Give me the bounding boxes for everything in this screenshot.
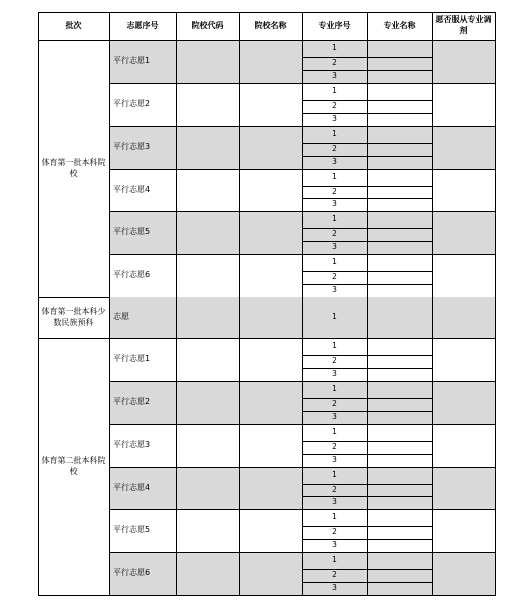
major-number: 2 (332, 58, 337, 68)
volunteer-label: 平行志愿2 (113, 397, 151, 407)
adjust-cell[interactable] (432, 83, 495, 126)
school-code-cell[interactable] (176, 509, 239, 552)
volunteer-label: 平行志愿6 (113, 270, 151, 280)
adjust-cell[interactable] (432, 297, 495, 338)
major-name-cell[interactable] (367, 496, 432, 509)
major-name-cell[interactable] (367, 254, 432, 271)
adjust-cell[interactable] (432, 381, 495, 424)
school-code-cell[interactable] (176, 424, 239, 467)
major-number: 3 (332, 242, 337, 252)
school-code-cell[interactable] (176, 169, 239, 211)
volunteer-label: 平行志愿1 (113, 354, 151, 364)
major-name-cell[interactable] (367, 156, 432, 169)
major-name-cell[interactable] (367, 424, 432, 441)
major-number: 2 (332, 356, 337, 366)
adjust-cell[interactable] (432, 509, 495, 552)
volunteer-label: 平行志愿4 (113, 482, 151, 492)
major-name-cell[interactable] (367, 509, 432, 526)
adjust-cell[interactable] (432, 126, 495, 169)
major-number: 1 (332, 172, 337, 182)
major-name-cell[interactable] (367, 368, 432, 381)
school-code-cell[interactable] (176, 297, 239, 338)
major-number: 2 (332, 484, 337, 494)
adjust-cell[interactable] (432, 552, 495, 595)
school-name-cell[interactable] (239, 509, 302, 552)
header-code: 院校代码 (191, 20, 224, 30)
grid-line (367, 12, 368, 596)
adjust-cell[interactable] (432, 211, 495, 254)
major-name-cell[interactable] (367, 241, 432, 254)
major-number: 1 (332, 43, 337, 53)
major-name-cell[interactable] (367, 40, 432, 57)
grid-line (38, 12, 496, 13)
major-number: 3 (332, 412, 337, 422)
school-name-cell[interactable] (239, 40, 302, 83)
adjust-cell[interactable] (432, 467, 495, 509)
school-code-cell[interactable] (176, 254, 239, 297)
volunteer-label: 志愿 (113, 312, 129, 322)
batch-cell: 体育第一批本科院校 (41, 157, 106, 178)
major-number: 1 (332, 341, 337, 351)
volunteer-label: 平行志愿1 (113, 56, 151, 66)
major-number: 2 (332, 399, 337, 409)
header-adjust: 愿否服从专业调剂 (435, 15, 492, 35)
major-number: 3 (332, 497, 337, 507)
major-name-cell[interactable] (367, 126, 432, 143)
major-name-cell[interactable] (367, 484, 432, 496)
major-name-cell[interactable] (367, 271, 432, 284)
major-number: 2 (332, 229, 337, 239)
major-number: 3 (332, 71, 337, 81)
major-name-cell[interactable] (367, 228, 432, 241)
major-name-cell[interactable] (367, 113, 432, 126)
major-name-cell[interactable] (367, 186, 432, 198)
volunteer-label: 平行志愿6 (113, 568, 151, 578)
school-code-cell[interactable] (176, 552, 239, 595)
major-number: 2 (332, 272, 337, 282)
school-name-cell[interactable] (239, 126, 302, 169)
grid-line (239, 12, 240, 596)
volunteer-label: 平行志愿2 (113, 99, 151, 109)
school-code-cell[interactable] (176, 211, 239, 254)
volunteer-label: 平行志愿4 (113, 184, 151, 194)
major-name-cell[interactable] (367, 211, 432, 228)
school-code-cell[interactable] (176, 467, 239, 509)
major-number: 1 (332, 470, 337, 480)
major-number: 3 (332, 583, 337, 593)
grid-line (176, 12, 177, 596)
major-number: 1 (332, 427, 337, 437)
major-number: 3 (332, 540, 337, 550)
major-name-cell[interactable] (367, 143, 432, 156)
major-name-cell[interactable] (367, 582, 432, 595)
school-name-cell[interactable] (239, 83, 302, 126)
major-name-cell[interactable] (367, 441, 432, 454)
grid-line (38, 40, 496, 41)
major-number: 2 (332, 144, 337, 154)
volunteer-label: 平行志愿5 (113, 525, 151, 535)
major-number: 1 (332, 555, 337, 565)
major-number: 3 (332, 285, 337, 295)
major-name-cell[interactable] (367, 83, 432, 100)
major-name-cell[interactable] (367, 284, 432, 297)
major-number: 1 (332, 129, 337, 139)
header-batch: 批次 (65, 20, 82, 30)
major-name-cell[interactable] (367, 57, 432, 70)
major-name-cell[interactable] (367, 552, 432, 569)
major-number: 2 (332, 442, 337, 452)
major-name-cell[interactable] (367, 70, 432, 83)
school-name-cell[interactable] (239, 467, 302, 509)
adjust-cell[interactable] (432, 169, 495, 211)
major-number: 2 (332, 527, 337, 537)
adjust-cell[interactable] (432, 254, 495, 297)
major-name-cell[interactable] (367, 398, 432, 411)
school-name-cell[interactable] (239, 254, 302, 297)
major-name-cell[interactable] (367, 100, 432, 113)
header-major: 专业序号 (318, 20, 351, 30)
major-name-cell[interactable] (367, 355, 432, 368)
major-name-cell[interactable] (367, 198, 432, 211)
major-name-cell[interactable] (367, 454, 432, 467)
grid-line (302, 12, 303, 596)
major-name-cell[interactable] (367, 381, 432, 398)
adjust-cell[interactable] (432, 40, 495, 83)
school-name-cell[interactable] (239, 552, 302, 595)
major-number: 3 (332, 199, 337, 209)
grid-line (109, 12, 110, 596)
school-name-cell[interactable] (239, 381, 302, 424)
major-name-cell[interactable] (367, 526, 432, 539)
school-code-cell[interactable] (176, 40, 239, 83)
school-code-cell[interactable] (176, 381, 239, 424)
grid-line (432, 12, 433, 596)
grid-line (495, 12, 496, 596)
major-name-cell[interactable] (367, 411, 432, 424)
school-name-cell[interactable] (239, 211, 302, 254)
major-name-cell[interactable] (367, 539, 432, 552)
major-name-cell[interactable] (367, 169, 432, 186)
school-name-cell[interactable] (239, 338, 302, 381)
major-number: 2 (332, 101, 337, 111)
major-number: 1 (332, 312, 337, 322)
school-name-cell[interactable] (239, 297, 302, 338)
major-number: 2 (332, 570, 337, 580)
volunteer-label: 平行志愿5 (113, 227, 151, 237)
school-code-cell[interactable] (176, 126, 239, 169)
major-name-cell[interactable] (367, 297, 432, 338)
grid-line (38, 595, 496, 596)
major-number: 1 (332, 512, 337, 522)
school-code-cell[interactable] (176, 338, 239, 381)
header-major-name: 专业名称 (383, 20, 416, 30)
major-number: 1 (332, 257, 337, 267)
major-number: 3 (332, 114, 337, 124)
major-name-cell[interactable] (367, 569, 432, 582)
volunteer-label: 平行志愿3 (113, 142, 151, 152)
volunteer-label: 平行志愿3 (113, 440, 151, 450)
school-name-cell[interactable] (239, 424, 302, 467)
major-number: 3 (332, 455, 337, 465)
major-number: 1 (332, 214, 337, 224)
header-label: 志愿序号 (126, 20, 159, 30)
adjust-cell[interactable] (432, 338, 495, 381)
school-name-cell[interactable] (239, 169, 302, 211)
grid-line (38, 12, 39, 596)
major-name-cell[interactable] (367, 338, 432, 355)
major-name-cell[interactable] (367, 467, 432, 484)
major-number: 1 (332, 86, 337, 96)
adjust-cell[interactable] (432, 424, 495, 467)
major-number: 2 (332, 186, 337, 196)
header-school: 院校名称 (254, 20, 287, 30)
major-number: 3 (332, 369, 337, 379)
school-code-cell[interactable] (176, 83, 239, 126)
batch-cell: 体育第二批本科院校 (41, 455, 106, 476)
major-number: 3 (332, 157, 337, 167)
batch-cell: 体育第一批本科少数民族预科 (41, 306, 106, 327)
major-number: 1 (332, 384, 337, 394)
